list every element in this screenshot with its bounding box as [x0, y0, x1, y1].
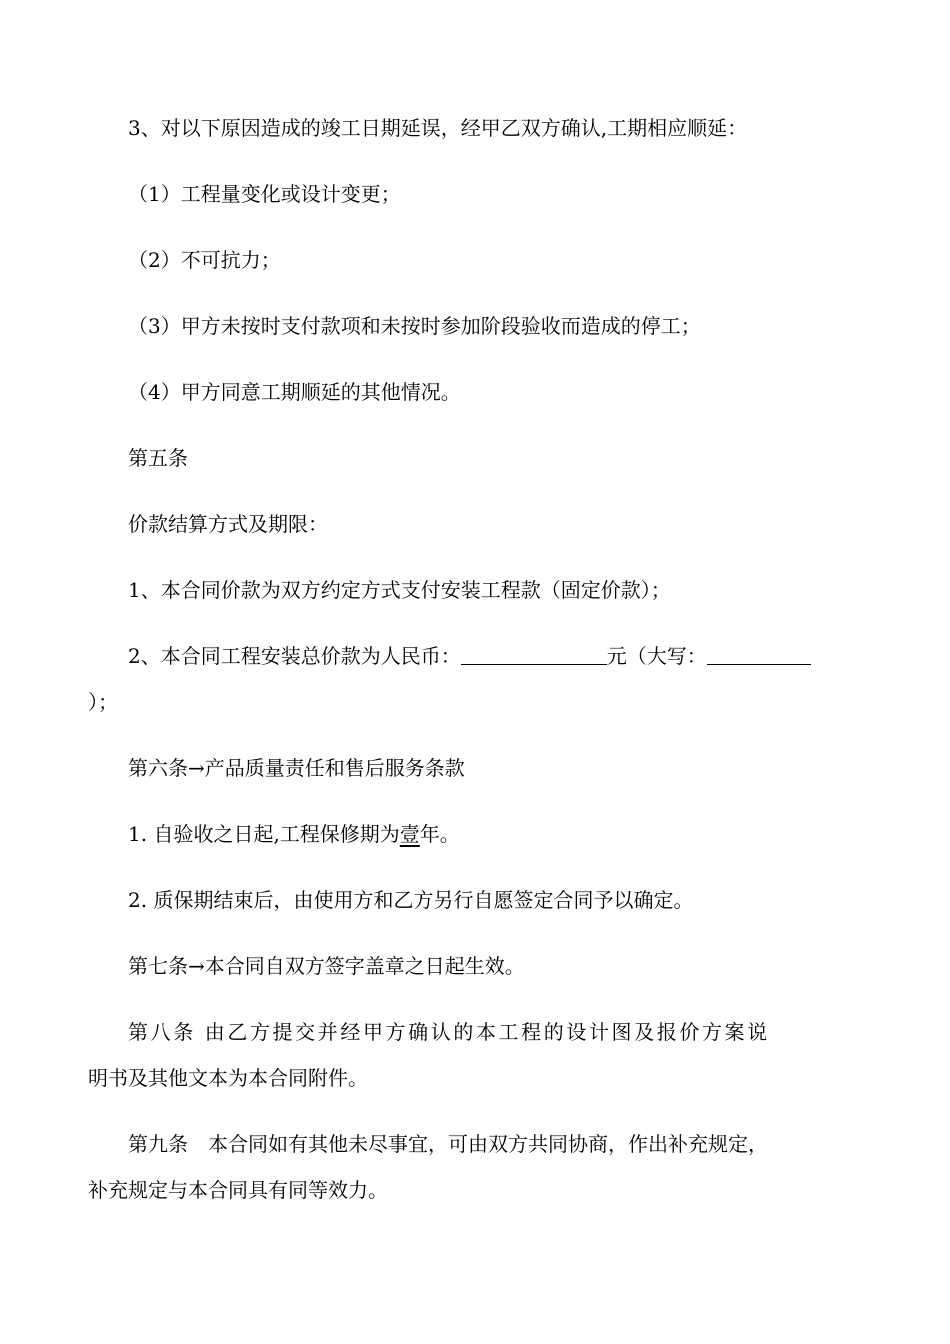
warranty-clause-1: [128, 821, 460, 847]
delay-item-4: （4）甲方同意工期顺延的其他情况。: [128, 380, 461, 404]
warranty-clause-1-end: 年。: [419, 822, 460, 846]
article-9-line-2: 补充规定与本合同具有同等效力。: [88, 1178, 388, 1202]
article-9-line-1: 第九条 本合同如有其他未尽事宜，可由双方共同协商，作出补充规定，: [128, 1132, 768, 1156]
payment-clause-2-mid: 元（大写：: [606, 644, 707, 668]
payment-clause-1: 1、本合同价款为双方约定方式支付安装工程款（固定价款）；: [128, 578, 671, 602]
delay-item-1: （1）工程量变化或设计变更；: [128, 182, 401, 206]
warranty-years: 壹: [399, 822, 420, 846]
warranty-clause-1-lead: 1. 自验收之日起,工程保修期为: [128, 822, 400, 846]
amount-words-blank: [707, 644, 811, 665]
article-8-line-1: 第八条 由乙方提交并经甲方确认的本工程的设计图及报价方案说: [128, 1020, 770, 1044]
article-5-subtitle: 价款结算方式及期限：: [128, 512, 328, 536]
delay-item-2: （2）不可抗力；: [128, 248, 281, 272]
payment-clause-2-end: ）；: [88, 690, 118, 714]
amount-blank: [461, 644, 607, 665]
delay-item-3: （3）甲方未按时支付款项和未按时参加阶段验收而造成的停工；: [128, 314, 701, 338]
article-5-title: 第五条: [128, 446, 188, 470]
article-8-line-2: 明书及其他文本为本合同附件。: [88, 1066, 368, 1090]
payment-clause-2: [128, 643, 811, 669]
warranty-clause-2: 2. 质保期结束后，由使用方和乙方另行自愿签定合同予以确定。: [128, 888, 694, 912]
article-7: 第七条→本合同自双方签字盖章之日起生效。: [128, 954, 525, 978]
clause-3-delay: 3、对以下原因造成的竣工日期延误，经甲乙双方确认,工期相应顺延：: [128, 116, 748, 140]
article-6-title: 第六条→产品质量责任和售后服务条款: [128, 756, 465, 780]
payment-clause-2-lead: 2、本合同工程安装总价款为人民币：: [128, 644, 461, 668]
